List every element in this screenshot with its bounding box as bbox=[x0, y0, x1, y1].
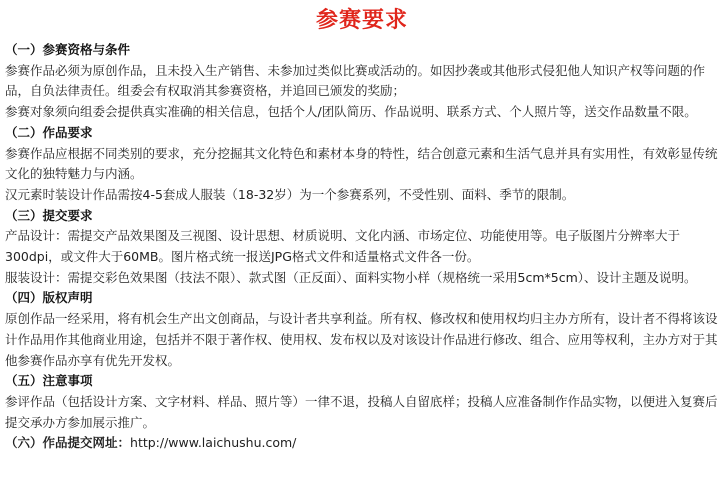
section-notes bbox=[5, 371, 719, 433]
section-submission-requirements bbox=[5, 206, 719, 289]
section-paragraph: 服装设计：需提交彩色效果图（技法不限）、款式图（正反面）、面料实物小样（规格统一采用5cm*5cm）、设计主题及说明。 bbox=[5, 269, 697, 285]
section-heading: （二）作品要求 bbox=[5, 124, 93, 140]
submission-label: （六）作品提交网址： bbox=[5, 435, 131, 451]
section-paragraph: 参赛对象须向组委会提供真实准确的相关信息，包括个人/团队简历、作品说明、联系方式、个人照片等，送交作品数量不限。 bbox=[5, 104, 697, 120]
section-submission-url bbox=[5, 433, 719, 454]
section-work-requirements bbox=[5, 123, 719, 206]
section-heading: （五）注意事项 bbox=[5, 373, 93, 389]
submission-url-link[interactable]: http://www.laichushu.com/ bbox=[130, 435, 297, 451]
section-copyright bbox=[5, 288, 719, 371]
requirements-content bbox=[5, 40, 719, 454]
section-heading: （三）提交要求 bbox=[5, 207, 93, 223]
page-title: 参赛要求 bbox=[315, 8, 408, 33]
section-eligibility bbox=[5, 40, 719, 123]
section-paragraph: 原创作品一经采用，将有机会生产出文创商品，与设计者共享利益。所有权、修改权和使用权均归主办方所有，设计者不得将该设计作品用作其他商业用途，包括并不限于著作权、使用权、发布权以及对该设计作品进行修改、组合、应用等权利，主办方对于其他参赛作品亦享有优先开发权。 bbox=[5, 311, 718, 368]
section-paragraph: 汉元素时装设计作品需按4-5套成人服装（18-32岁）为一个参赛系列，不受性别、面料、季节的限制。 bbox=[5, 186, 575, 202]
section-paragraph: 参赛作品必须为原创作品，且未投入生产销售、未参加过类似比赛或活动的。如因抄袭或其他形式侵犯他人知识产权等问题的作品，自负法律责任。组委会有权取消其参赛资格，并追回已颁发的奖励； bbox=[5, 62, 706, 99]
section-paragraph: 参评作品（包括设计方案、文字材料、样品、照片等）一律不退，投稿人自留底样；投稿人应准备制作作品实物，以便进入复赛后提交承办方参加展示推广。 bbox=[5, 393, 718, 430]
section-heading: （四）版权声明 bbox=[5, 290, 93, 306]
section-heading: （一）参赛资格与条件 bbox=[5, 42, 131, 57]
section-paragraph: 参赛作品应根据不同类别的要求，充分挖掘其文化特色和素材本身的特性，结合创意元素和生活气息并具有实用性，有效彰显传统文化的独特魅力与内涵。 bbox=[5, 145, 718, 182]
section-paragraph: 产品设计：需提交产品效果图及三视图、设计思想、材质说明、文化内涵、市场定位、功能使用等。电子版图片分辨率大于300dpi，或文件大于60MB。图片格式统一报送JPG格式文件和适量格式文件各一份。 bbox=[5, 228, 681, 265]
